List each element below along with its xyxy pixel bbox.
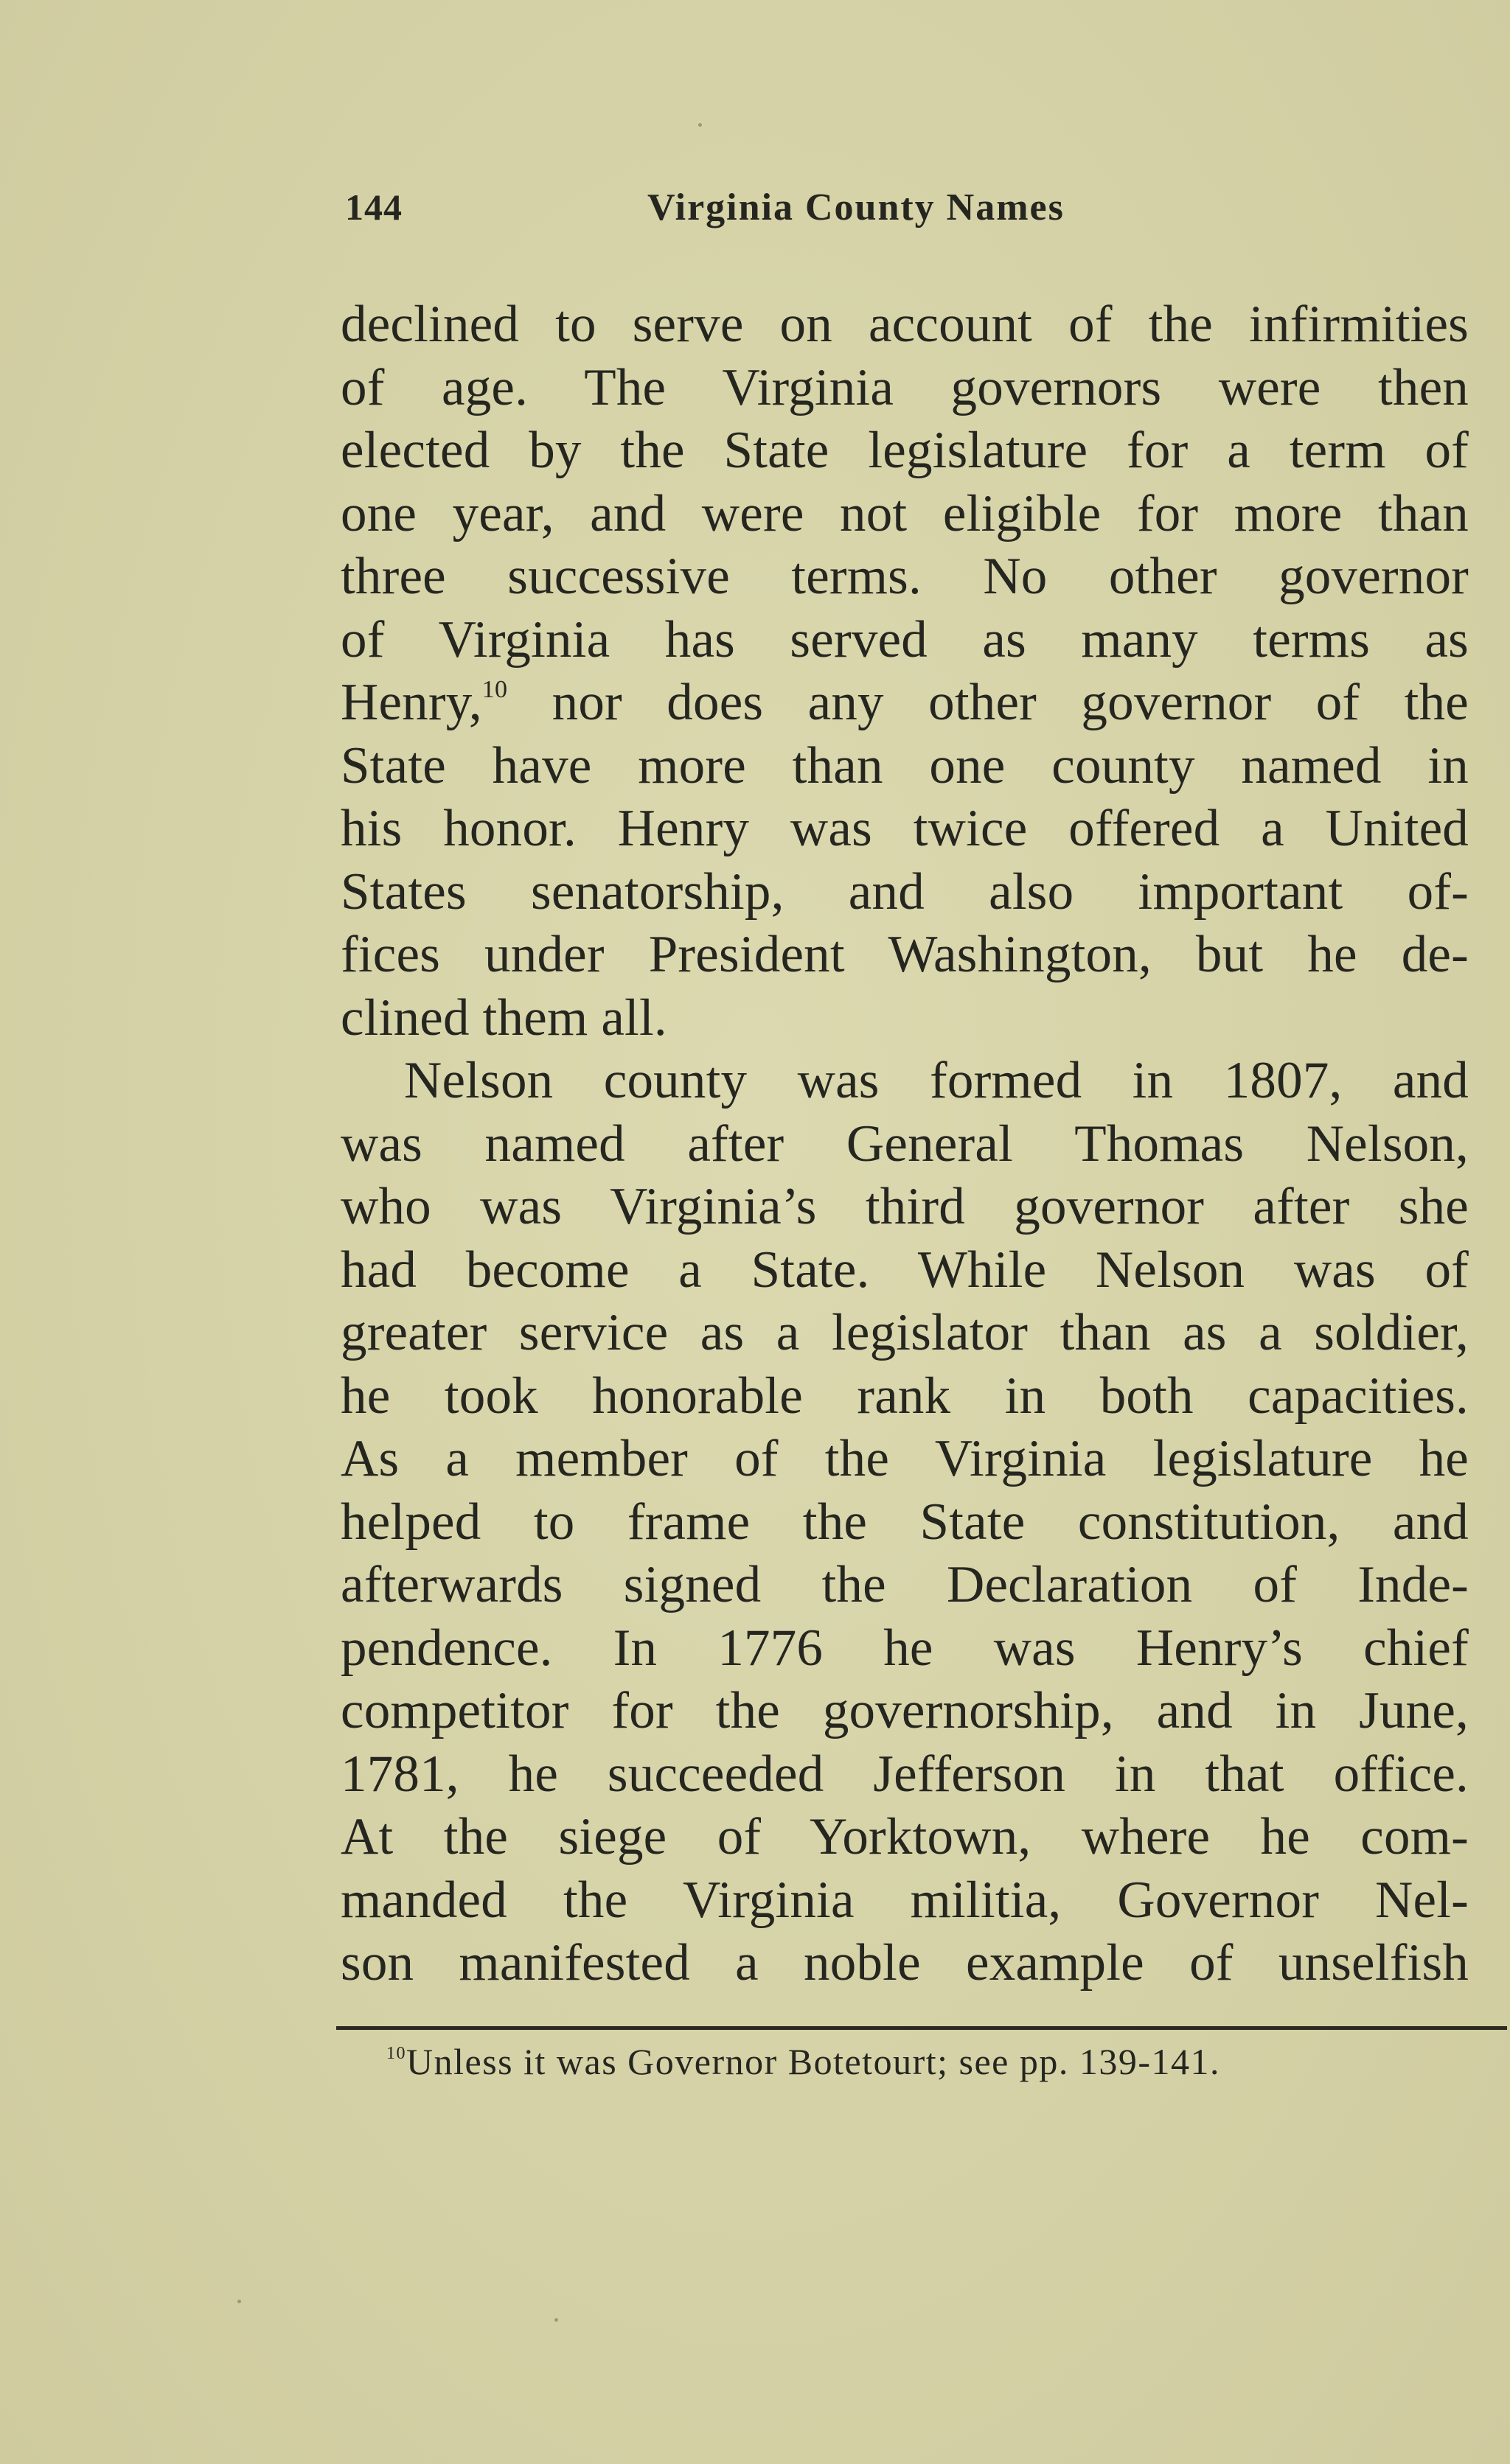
text-line: States senatorship, and also important of- [341, 862, 1469, 921]
running-title: Virginia County Names [647, 186, 1065, 228]
text-line: he took honorable rank in both capacities. [341, 1367, 1469, 1425]
footnote-rule [336, 2026, 1507, 2030]
text-line: three successive terms. No other governor [341, 548, 1469, 605]
text-fragment: nor does any other governor of the [507, 674, 1469, 731]
text-line: manded the Virginia militia, Governor Nel- [341, 1871, 1469, 1929]
text-line: declined to serve on account of the infirmities [341, 296, 1469, 353]
text-line: 1781, he succeeded Jefferson in that office. [341, 1745, 1469, 1803]
paper-speck [698, 123, 702, 127]
paragraph [341, 1050, 1469, 1995]
text-line: greater service as a legislator than as a soldier, [341, 1304, 1469, 1361]
running-header [345, 186, 1171, 237]
text-line: of age. The Virginia governors were then [341, 358, 1469, 416]
text-line: one year, and were not eligible for more than [341, 484, 1469, 542]
footnote-text: Unless it was Governor Botetourt; see pp. 139-141. [406, 2041, 1221, 2082]
text-line: At the siege of Yorktown, where he com- [341, 1808, 1469, 1866]
paper-speck [237, 2300, 241, 2303]
text-line: clined them all. [341, 988, 667, 1047]
text-line [341, 671, 1469, 735]
text-line: was named after General Thomas Nelson, [341, 1114, 1469, 1173]
text-line: pendence. In 1776 he was Henry’s chief [341, 1619, 1469, 1677]
text-line: who was Virginia’s third governor after she [341, 1178, 1469, 1235]
text-line: son manifested a noble example of unselfish [341, 1934, 1469, 1992]
footnote-reference: 10 [481, 676, 508, 704]
text-line: elected by the State legislature for a term of [341, 422, 1469, 479]
footnote [386, 2040, 1220, 2083]
text-line: had become a State. While Nelson was of [341, 1240, 1469, 1299]
paragraph [341, 293, 1469, 1050]
text-line: fices under President Washington, but he de- [341, 926, 1469, 983]
body-text [341, 293, 1469, 1995]
text-line: of Virginia has served as many terms as [341, 610, 1469, 669]
footnote-marker: 10 [386, 2043, 406, 2063]
text-line: Nelson county was formed in 1807, and [404, 1052, 1469, 1109]
paper-speck [554, 2318, 558, 2322]
text-line: State have more than one county named in [341, 736, 1469, 795]
text-line: helped to frame the State constitution, and [341, 1493, 1469, 1551]
page-number: 144 [345, 186, 403, 228]
text-line: his honor. Henry was twice offered a United [341, 800, 1469, 857]
text-fragment: Henry, [341, 674, 482, 731]
text-line: As a member of the Virginia legislature he [341, 1430, 1469, 1487]
text-line: afterwards signed the Declaration of Inde- [341, 1556, 1469, 1613]
text-line: competitor for the governorship, and in June, [341, 1682, 1469, 1739]
